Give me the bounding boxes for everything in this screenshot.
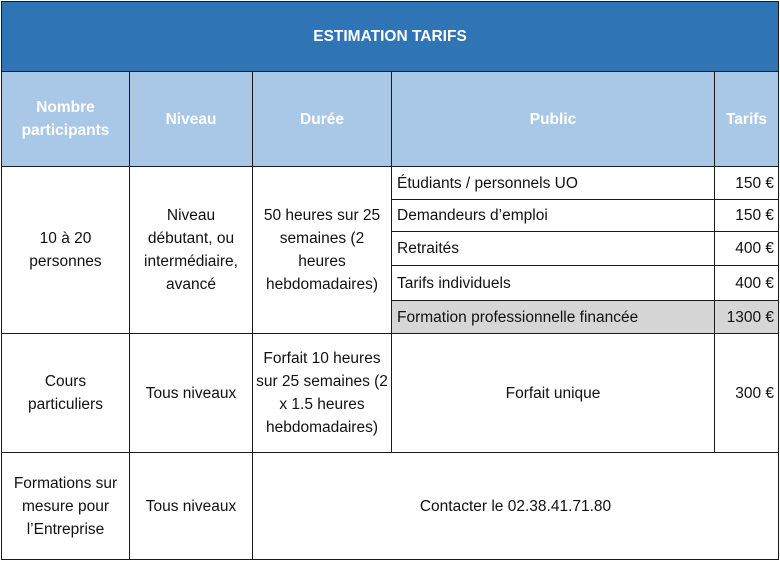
group2-public: Forfait unique <box>392 334 715 453</box>
tarif-cell: 150 € <box>715 167 779 200</box>
public-cell: Retraités <box>392 232 715 266</box>
table-row <box>2 334 779 453</box>
group3-contact: Contacter le 02.38.41.71.80 <box>253 453 779 560</box>
public-cell: Tarifs individuels <box>392 266 715 301</box>
table-row <box>2 453 779 560</box>
group2-participants: Cours particuliers <box>2 334 130 453</box>
group2-duree: Forfait 10 heures sur 25 semaines (2 x 1.5 heures hebdomadaires) <box>253 334 392 453</box>
tarifs-table <box>1 1 779 560</box>
group3-participants: Formations sur mesure pour l’Entreprise <box>2 453 130 560</box>
tarif-cell: 400 € <box>715 232 779 266</box>
tarif-cell: 150 € <box>715 200 779 232</box>
public-cell: Demandeurs d’emploi <box>392 200 715 232</box>
group2-tarif: 300 € <box>715 334 779 453</box>
public-cell: Étudiants / personnels UO <box>392 167 715 200</box>
group1-duree: 50 heures sur 25 semaines (2 heures hebdomadaires) <box>253 167 392 334</box>
header-row <box>2 72 779 167</box>
tarif-cell: 400 € <box>715 266 779 301</box>
group2-niveau: Tous niveaux <box>130 334 253 453</box>
public-cell-highlighted: Formation professionnelle financée <box>392 301 715 334</box>
table-title: ESTIMATION TARIFS <box>2 2 779 72</box>
header-tarifs: Tarifs <box>715 72 779 167</box>
group1-niveau: Niveau débutant, ou intermédiaire, avancé <box>130 167 253 334</box>
header-participants: Nombre participants <box>2 72 130 167</box>
table-row <box>2 167 779 200</box>
header-public: Public <box>392 72 715 167</box>
group1-participants: 10 à 20 personnes <box>2 167 130 334</box>
header-duree: Durée <box>253 72 392 167</box>
title-row <box>2 2 779 72</box>
header-niveau: Niveau <box>130 72 253 167</box>
group3-niveau: Tous niveaux <box>130 453 253 560</box>
tarif-cell-highlighted: 1300 € <box>715 301 779 334</box>
